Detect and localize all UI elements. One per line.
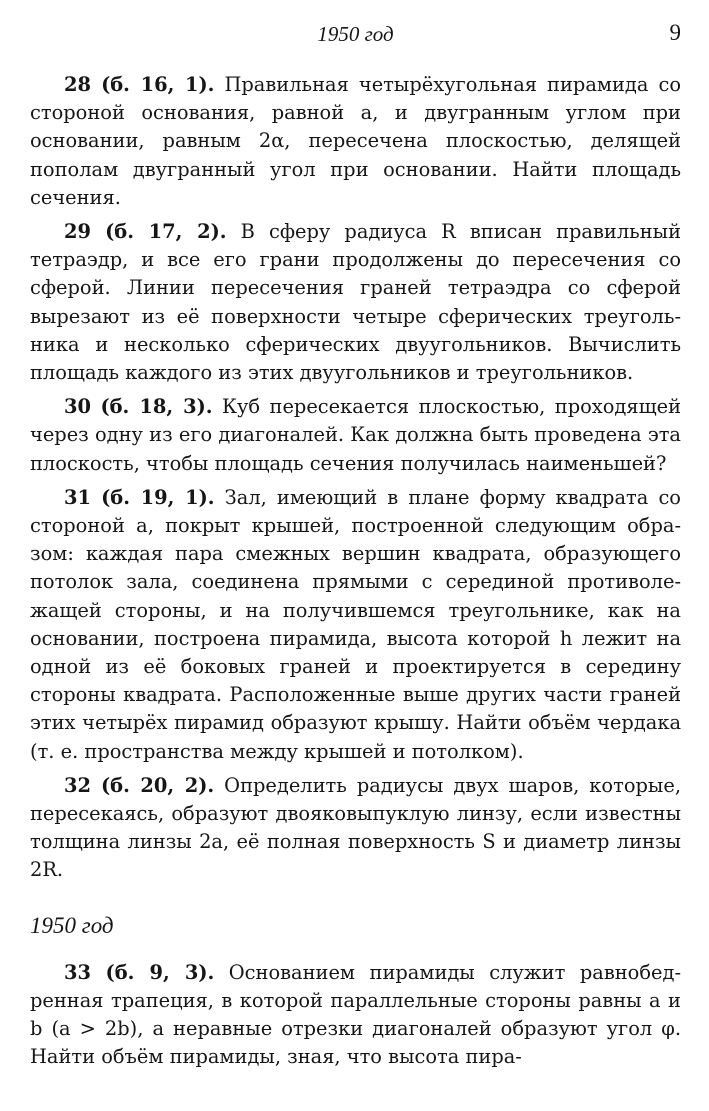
problem-reference: (б. 20, 2). [100,773,215,797]
page-number: 9 [669,20,681,45]
problem-number: 31 [64,485,91,509]
problem-number: 30 [64,395,91,419]
problem-text: Куб пересекается плоскостью, проходящей через одну из его диагоналей. Как должна быть проведена эта плоскость, чтобы площадь сечения получилась наименьшей? [30,395,681,475]
problem-reference: (б. 18, 3). [100,395,213,419]
problem-31 [30,484,681,766]
problem-reference: (б. 16, 1). [101,73,215,96]
problem-32 [30,772,681,885]
running-header-title: 1950 год [317,22,394,46]
problem-text: В сферу радиуса R вписан правильный тетраэдр, и все его грани продолжены до пересечения со сферой. Линии пересечения граней тетраэдра со сферой вырезают из её поверхности четыре сферических треугольника и несколько сферических двуугольников. Вычислить площадь каждого из этих двуугольников и треугольников. [30,220,681,385]
problem-reference: (б. 9, 3). [105,960,215,984]
running-header [30,22,681,50]
problem-number: 33 [64,960,91,984]
page-body [30,71,681,1078]
problem-28 [30,71,681,212]
problem-reference: (б. 17, 2). [105,220,227,244]
problem-number: 28 [64,73,91,96]
section-title: 1950 год [30,912,114,938]
problem-number: 32 [64,773,91,797]
problem-29 [30,218,681,387]
problem-text: Основанием пирамиды служит равнобедренная трапеция, в которой параллельные стороны равны a и b (a > 2b), а неравные отрезки диагоналей образуют угол φ. Найти объём пирамиды, зная, что высота пира- [30,960,681,1069]
problem-text: Правильная четырёхугольная пирамида со стороной основания, равной a, и двугранным углом при основании, равным 2α, пересечена плоскостью, делящей пополам двугранный угол при основании. Найти площадь сечения. [30,73,681,209]
problem-reference: (б. 19, 1). [101,485,215,509]
problem-number: 29 [64,220,91,244]
problem-30 [30,393,681,478]
problem-text: Определить радиусы двух шаров, которые, пересекаясь, образуют двояковыпуклую линзу, если известны толщина линзы 2a, её полная поверхность S и диаметр линзы 2R. [30,773,681,882]
problem-text: Зал, имеющий в плане форму квадрата со стороной a, покрыт крышей, построенной следующим образом: каждая пара смежных вершин квадрата, образующего потолок зала, соединена прямыми с серединой противолежащей стороны, и на получившемся треугольнике, как на основании, построена пирамида, высота которой h лежит на одной из её боковых граней и проектируется в середину стороны квадрата. Расположенные выше других части граней этих четырёх пирамид образуют крышу. Найти объём чердака (т. е. пространства между крышей и потолком). [30,485,681,763]
problem-33 [30,959,681,1072]
